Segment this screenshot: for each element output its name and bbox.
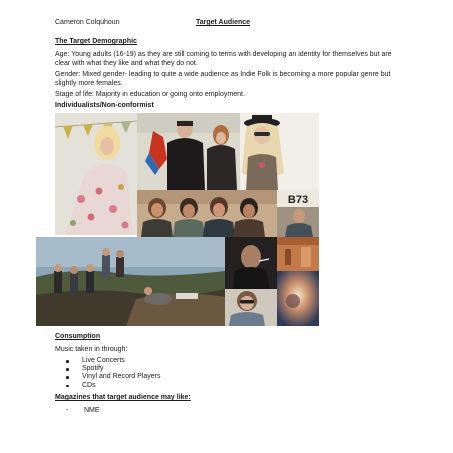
photo-orange-wall bbox=[277, 237, 319, 271]
list-item: Live Concerts bbox=[55, 357, 160, 365]
consumption-list bbox=[55, 357, 160, 390]
photo-b73-wall bbox=[277, 190, 319, 237]
list-item: Spotify bbox=[55, 365, 160, 373]
individualists-heading: Individualists/Non-conformist bbox=[55, 102, 154, 109]
photo-band-group bbox=[137, 190, 277, 237]
author-name: Cameron Colquhoun bbox=[55, 19, 120, 26]
list-item: - NME bbox=[55, 406, 100, 415]
photo-couple-with-parrot bbox=[137, 113, 240, 190]
list-item: CDs bbox=[55, 382, 160, 390]
photo-woman-sunglasses bbox=[225, 289, 277, 326]
gender-paragraph: Gender: Mixed gender- leading to quite a wide audience as Indie Folk is becoming a more popular genre but slightly more females. bbox=[55, 71, 391, 87]
magazines-list bbox=[55, 406, 100, 415]
photo-band-on-hillside bbox=[36, 237, 225, 326]
page-title: Target Audience bbox=[196, 19, 251, 26]
stage-of-life-paragraph: Stage of life: Majority in education or going onto employment. bbox=[55, 91, 245, 98]
b73-sign-text: B73 bbox=[287, 194, 309, 206]
photo-blonde-with-hat bbox=[240, 113, 319, 190]
photo-light-flare bbox=[277, 271, 319, 326]
consumption-heading: Consumption bbox=[55, 333, 101, 340]
age-paragraph: Age: Young adults (16-19) as they are still coming to terms with developing an identity for themselves but are clear with what they like and what they do not. bbox=[55, 51, 392, 67]
magazines-heading: Magazines that target audience may like: bbox=[55, 394, 191, 401]
consumption-intro: Music taken in through: bbox=[55, 346, 128, 353]
demographic-heading: The Target Demographic bbox=[55, 38, 137, 45]
list-item: Vinyl and Record Players bbox=[55, 373, 160, 381]
photo-woman-floral-dress bbox=[55, 113, 137, 235]
photo-man-smoking bbox=[225, 237, 277, 289]
